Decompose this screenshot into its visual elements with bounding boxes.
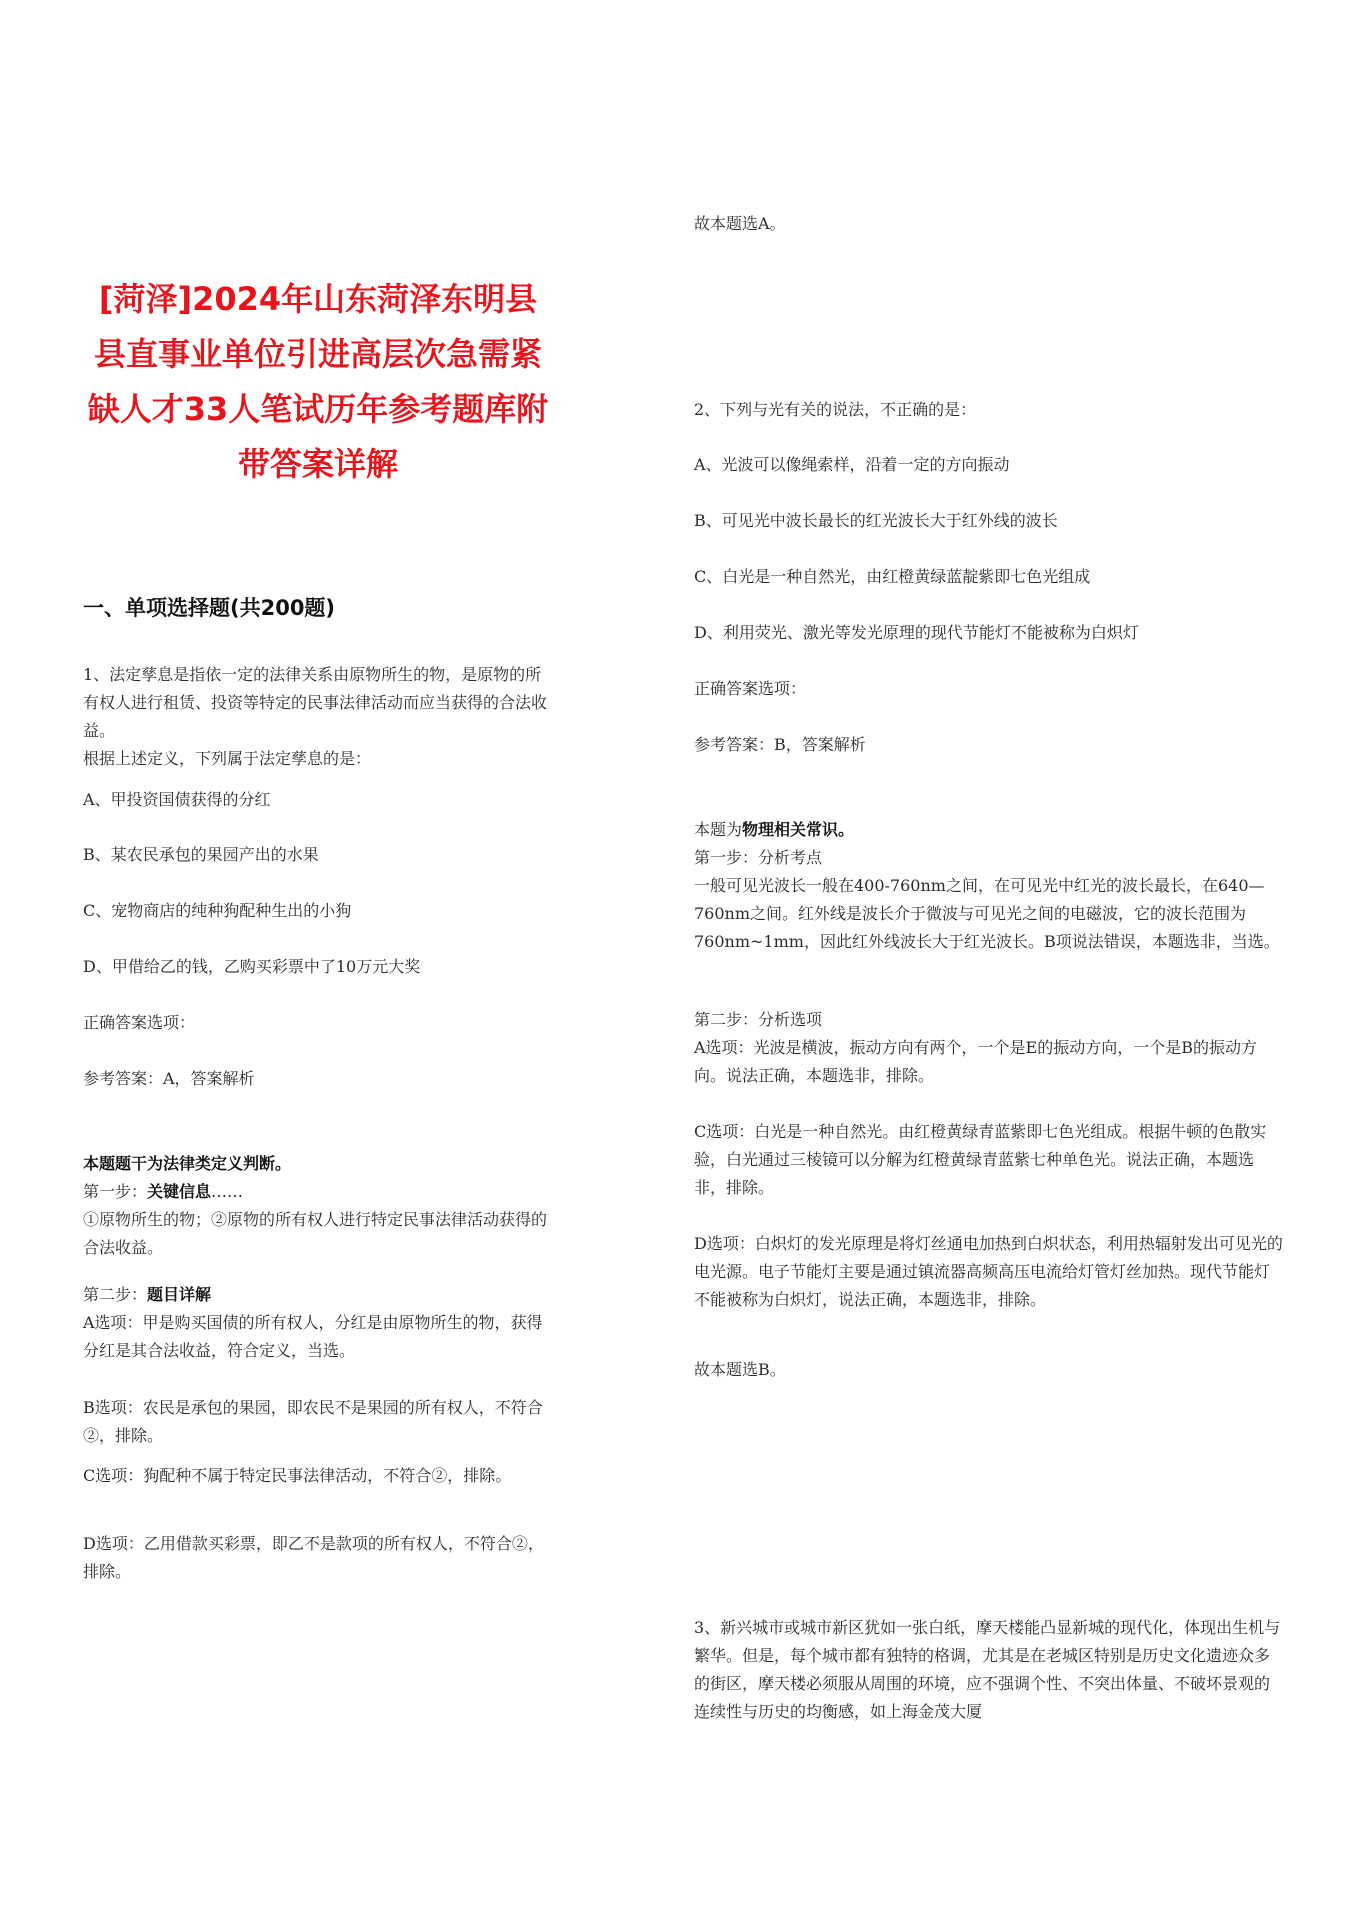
q1-answer: 参考答案：A，答案解析 [83,1069,255,1088]
section-heading: 一、单项选择题(共200题) [83,596,336,620]
q2-analysis-c: C选项：白光是一种自然光。由红橙黄绿青蓝紫即七色光组成。根据牛顿的色散实验，白光通过三棱镜可以分解为红橙黄绿青蓝紫七种单色光。说法正确，本题选非，排除。 [694,1122,1267,1197]
q2-option-b: B、可见光中波长最长的红光波长大于红外线的波长 [694,511,1058,530]
q1-analysis-d: D选项：乙用借款买彩票，即乙不是款项的所有权人，不符合②，排除。 [83,1534,544,1581]
q2-option-c: C、白光是一种自然光，由红橙黄绿蓝靛紫即七色光组成 [694,567,1091,586]
q1-conclusion: 故本题选A。 [694,214,786,233]
q1-explain-head: 本题题干为法律类定义判断。 [83,1154,292,1173]
q1-option-c: C、宠物商店的纯种狗配种生出的小狗 [83,901,352,920]
q2-conclusion: 故本题选B。 [694,1360,786,1379]
q2-explain-head: 本题为物理相关常识。 [694,820,855,839]
q1-correct-label: 正确答案选项： [83,1013,196,1032]
document-title: [菏泽]2024年山东菏泽东明县县直事业单位引进高层次急需紧缺人才33人笔试历年参考题库附带答案详解 [87,280,549,483]
q2-stem: 2、下列与光有关的说法，不正确的是： [694,400,977,419]
q2-analysis-a: A选项：光波是横波，振动方向有两个，一个是E的振动方向，一个是B的振动方向。说法正确，本题选非，排除。 [694,1038,1257,1085]
q1-option-b: B、某农民承包的果园产出的水果 [83,845,319,864]
q2-option-d: D、利用荧光、激光等发光原理的现代节能灯不能被称为白炽灯 [694,623,1139,642]
q1-option-a: A、甲投资国债获得的分红 [83,790,271,809]
q2-option-a: A、光波可以像绳索样，沿着一定的方向振动 [694,455,1010,474]
q1-analysis-a: A选项：甲是购买国债的所有权人，分红是由原物所生的物，获得分红是其合法收益，符合定义，当选。 [83,1313,543,1360]
q1-step2: 第二步：题目详解 [83,1285,212,1304]
q2-step1: 第一步：分析考点 [694,848,823,867]
q1-stem: 1、法定孳息是指依一定的法律关系由原物所生的物，是原物的所有权人进行租赁、投资等特定的民事法律活动而应当获得的合法收益。 根据上述定义，下列属于法定孳息的是： [83,665,548,768]
q1-analysis-c: C选项：狗配种不属于特定民事法律活动，不符合②，排除。 [83,1466,512,1485]
q1-analysis-b: B选项：农民是承包的果园，即农民不是果园的所有权人，不符合②，排除。 [83,1398,543,1445]
q2-answer: 参考答案：B，答案解析 [694,735,866,754]
q3-stem: 3、新兴城市或城市新区犹如一张白纸，摩天楼能凸显新城的现代化，体现出生机与繁华。但是，每个城市都有独特的格调，尤其是在老城区特别是历史文化遗迹众多的街区，摩天楼必须服从周围的环境，应不强调个性、不突出体量、不破坏景观的连续性与历史的均衡感，如上海金茂大厦 [694,1618,1281,1721]
q2-step1-text: 一般可见光波长一般在400-760nm之间，在可见光中红光的波长最长，在640—760nm之间。红外线是波长介于微波与可见光之间的电磁波，它的波长范围为760nm~1mm，因此红外线波长大于红光波长。B项说法错误，本题选非，当选。 [694,876,1280,951]
q1-option-d: D、甲借给乙的钱，乙购买彩票中了10万元大奖 [83,957,421,976]
q2-step2: 第二步：分析选项 [694,1010,823,1029]
q2-analysis-d: D选项：白炽灯的发光原理是将灯丝通电加热到白炽状态，利用热辐射发出可见光的电光源。电子节能灯主要是通过镇流器高频高压电流给灯管灯丝加热。现代节能灯不能被称为白炽灯，说法正确，本题选非，排除。 [694,1234,1283,1309]
q1-step1: 第一步：关键信息…… ①原物所生的物；②原物的所有权人进行特定民事法律活动获得的合法收益。 [83,1182,548,1257]
q2-correct-label: 正确答案选项： [694,679,807,698]
